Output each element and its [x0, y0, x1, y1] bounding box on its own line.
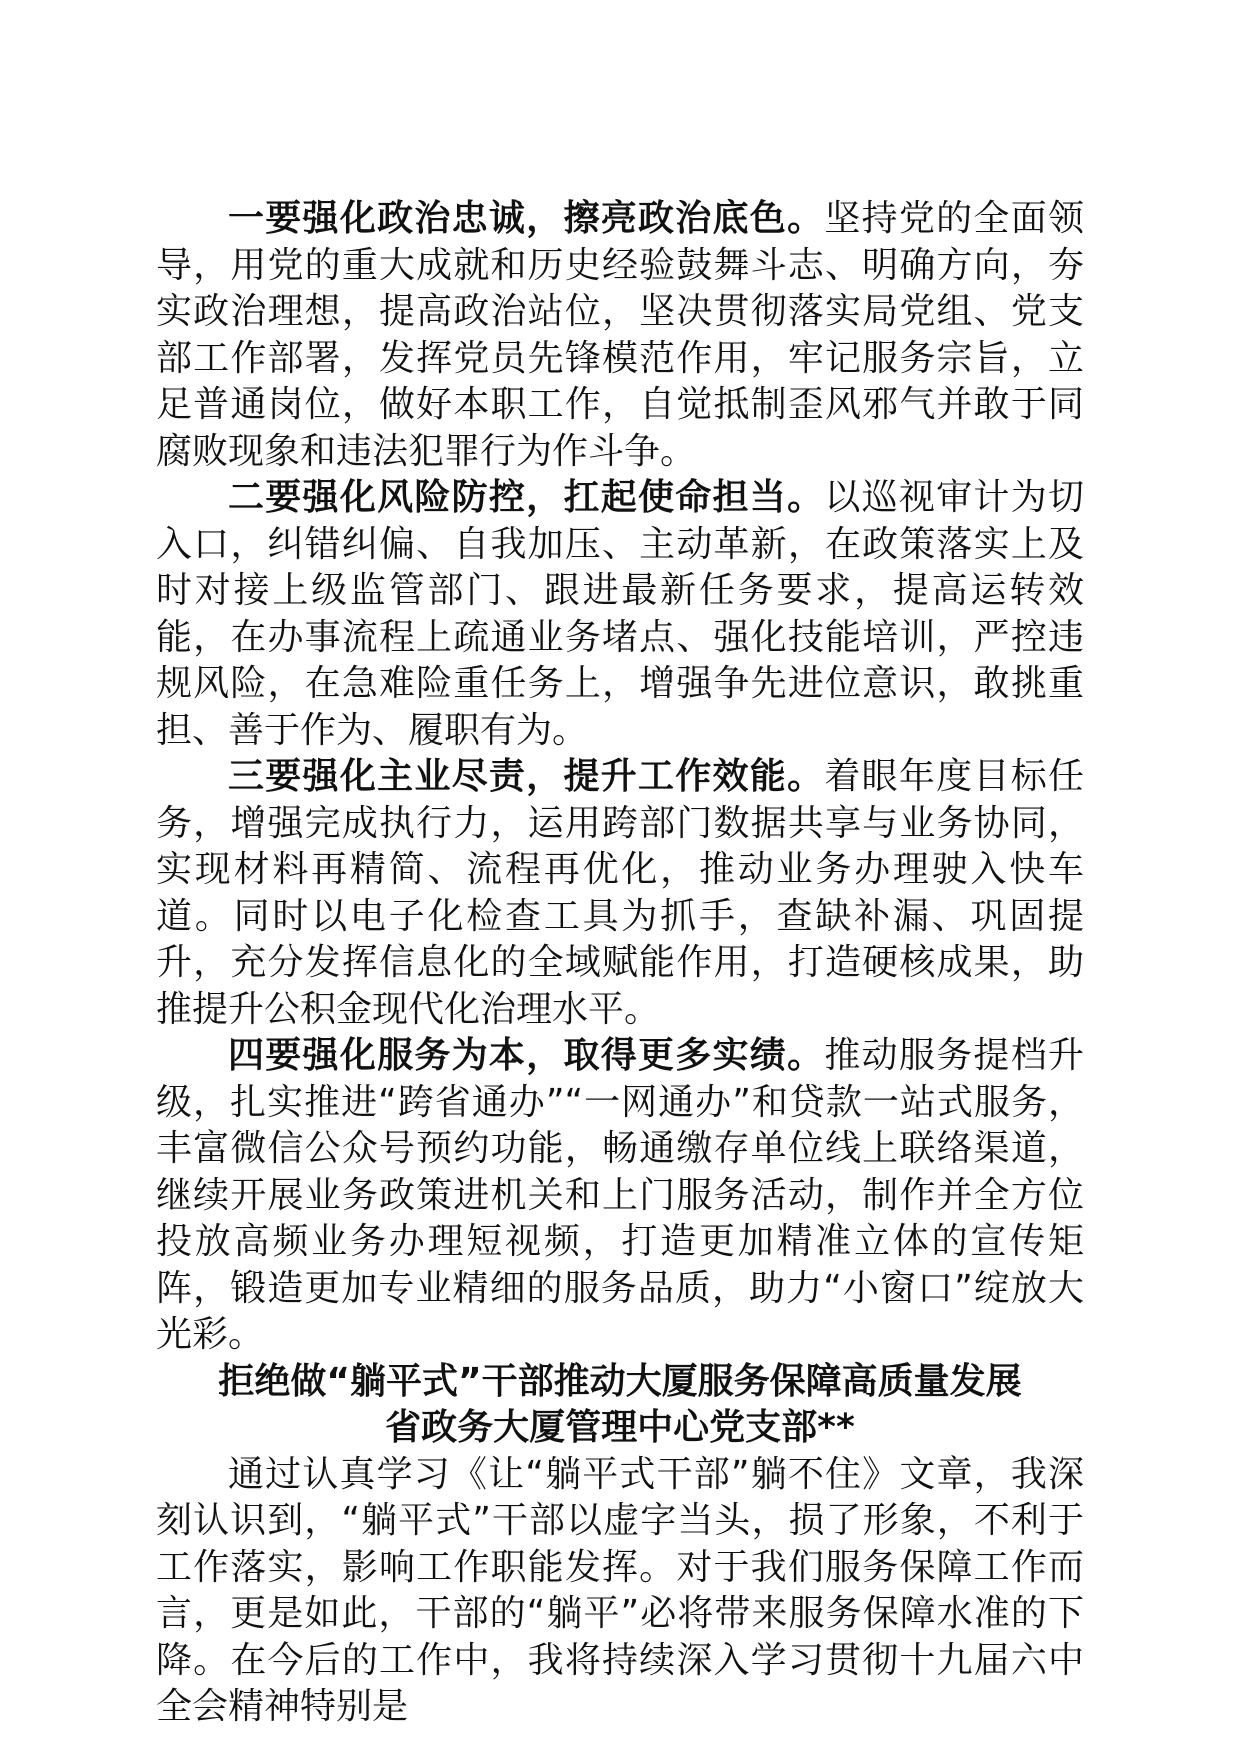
paragraph-4	[156, 1033, 1084, 1359]
paragraph-3-lead: 三要强化主业尽责，提升工作效能。	[228, 756, 825, 797]
article-author: 省政务大厦管理中心党支部**	[385, 1407, 855, 1448]
article-title: 拒绝做“躺平式”干部推动大厦服务保障高质量发展	[218, 1360, 1022, 1402]
paragraph-1	[156, 196, 1084, 475]
paragraph-2	[156, 475, 1084, 754]
paragraph-1-body: 坚持党的全面领导，用党的重大成就和历史经验鼓舞斗志、明确方向，夯实政治理想，提高政治站位，坚决贯彻落实局党组、党支部工作部署，发挥党员先锋模范作用，牢记服务宗旨，立足普通岗位，做好本职工作，自觉抵制歪风邪气并敢于同腐败现象和违法犯罪行为作斗争。	[156, 198, 1084, 472]
paragraph-2-lead: 二要强化风险防控，扛起使命担当。	[228, 477, 825, 518]
paragraph-4-lead: 四要强化服务为本，取得更多实绩。	[228, 1035, 825, 1076]
article-body: 通过认真学习《让“躺平式干部”躺不住》文章，我深刻认识到，“躺平式”干部以虚字当头，损了形象，不利于工作落实，影响工作职能发挥。对于我们服务保障工作而言，更是如此，干部的“躺平”必将带来服务保障水准的下降。在今后的工作中，我将持续深入学习贯彻十九届六中全会精神特别是	[156, 1453, 1084, 1727]
paragraph-3	[156, 754, 1084, 1033]
paragraph-4-body: 推动服务提档升级，扎实推进“跨省通办”“一网通办”和贷款一站式服务，丰富微信公众号预约功能，畅通缴存单位线上联络渠道，继续开展业务政策进机关和上门服务活动，制作并全方位投放高频业务办理短视频，打造更加精准立体的宣传矩阵，锻造更加专业精细的服务品质，助力“小窗口”绽放大光彩。	[156, 1035, 1084, 1355]
paragraph-1-lead: 一要强化政治忠诚，擦亮政治底色。	[228, 198, 825, 239]
paragraph-2-body: 以巡视审计为切入口，纠错纠偏、自我加压、主动革新，在政策落实上及时对接上级监管部门、跟进最新任务要求，提高运转效能，在办事流程上疏通业务堵点、强化技能培训，严控违规风险，在急难险重任务上，增强争先进位意识，敢挑重担、善于作为、履职有为。	[156, 477, 1084, 751]
document-page	[156, 196, 1084, 1731]
paragraph-3-body: 着眼年度目标任务，增强完成执行力，运用跨部门数据共享与业务协同，实现材料再精简、流程再优化，推动业务办理驶入快车道。同时以电子化检查工具为抓手，查缺补漏、巩固提升，充分发挥信息化的全域赋能作用，打造硬核成果，助推提升公积金现代化治理水平。	[156, 756, 1084, 1030]
